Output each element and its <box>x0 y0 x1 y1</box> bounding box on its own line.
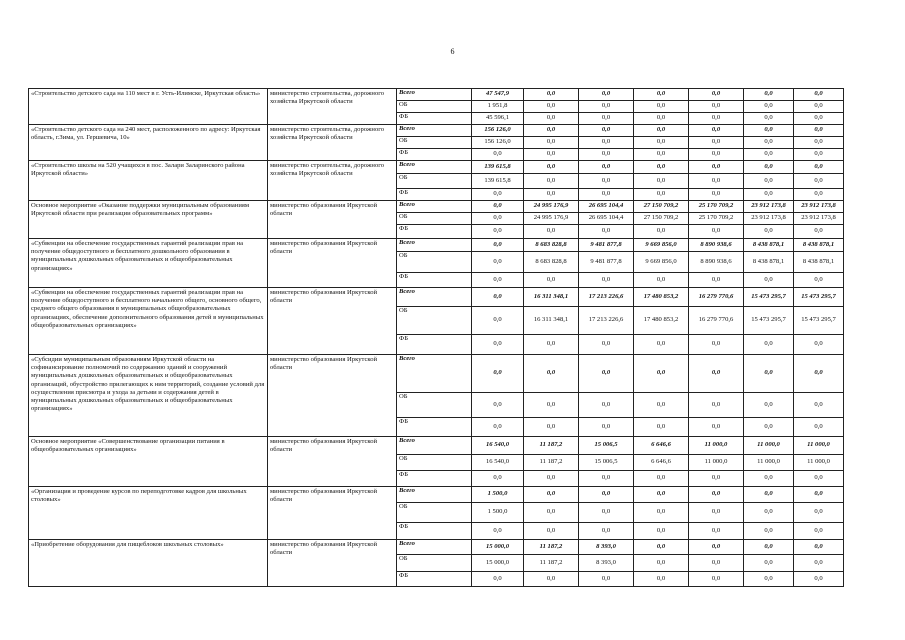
amount-cell: 8 438 878,1 <box>744 252 794 273</box>
amount-cell: 17 480 853,2 <box>634 288 689 307</box>
amount-cell: 0,0 <box>744 418 794 437</box>
amount-cell: 0,0 <box>472 239 524 252</box>
amount-cell: 0,0 <box>794 161 844 174</box>
amount-cell: 0,0 <box>794 393 844 418</box>
table-row <box>29 161 844 174</box>
amount-cell: 0,0 <box>579 503 634 523</box>
activity-name: «Субсидии муниципальным образованиям Иркутской области на софинансирование полномочий по содержанию зданий и сооружений муниципальных дошкольных образовательных и общеобразовательных организаций, обустройство прилегающих к ним территорий, создание условий для осуществления присмотра и ухода за детьми и содержания детей в муниципальных дошкольных образовательных и общеобразовательных организациях» <box>29 355 268 437</box>
amount-cell: 0,0 <box>579 137 634 149</box>
funding-source: Всего <box>397 540 472 555</box>
amount-cell: 8 438 878,1 <box>794 239 844 252</box>
funding-source: ОБ <box>397 503 472 523</box>
funding-source: Всего <box>397 161 472 174</box>
amount-cell: 11 000,0 <box>794 437 844 455</box>
amount-cell: 0,0 <box>579 335 634 355</box>
responsible-executor: министерство образования Иркутской области <box>268 201 397 239</box>
amount-cell: 0,0 <box>794 572 844 587</box>
amount-cell: 0,0 <box>794 189 844 201</box>
amount-cell: 0,0 <box>472 523 524 540</box>
amount-cell: 0,0 <box>579 273 634 288</box>
amount-cell: 0,0 <box>689 113 744 125</box>
amount-cell: 9 481 877,8 <box>579 252 634 273</box>
activity-name: «Организация и проведение курсов по переподготовке кадров для школьных столовых» <box>29 487 268 540</box>
amount-cell: 0,0 <box>634 355 689 393</box>
amount-cell: 0,0 <box>689 418 744 437</box>
amount-cell: 27 150 709,2 <box>634 201 689 213</box>
amount-cell: 0,0 <box>634 487 689 503</box>
amount-cell: 24 995 176,9 <box>524 201 579 213</box>
amount-cell: 139 615,8 <box>472 174 524 189</box>
amount-cell: 0,0 <box>744 161 794 174</box>
amount-cell: 11 187,2 <box>524 455 579 471</box>
funding-source: ОБ <box>397 393 472 418</box>
amount-cell: 0,0 <box>524 174 579 189</box>
amount-cell: 0,0 <box>524 89 579 101</box>
amount-cell: 0,0 <box>472 288 524 307</box>
amount-cell: 0,0 <box>794 101 844 113</box>
funding-source: ОБ <box>397 307 472 335</box>
amount-cell: 6 646,6 <box>634 455 689 471</box>
activity-name: «Строительство детского сада на 240 мест, расположенного по адресу: Иркутская область, г.Зима, ул. Гершевича, 10» <box>29 125 268 161</box>
table-body <box>29 89 844 587</box>
amount-cell: 0,0 <box>634 125 689 137</box>
amount-cell: 0,0 <box>472 335 524 355</box>
amount-cell: 0,0 <box>634 523 689 540</box>
amount-cell: 17 213 226,6 <box>579 288 634 307</box>
amount-cell: 0,0 <box>634 137 689 149</box>
amount-cell: 0,0 <box>472 393 524 418</box>
amount-cell: 8 683 828,8 <box>524 252 579 273</box>
amount-cell: 0,0 <box>579 572 634 587</box>
table-row <box>29 288 844 307</box>
amount-cell: 0,0 <box>794 418 844 437</box>
activity-name: «Субвенции на обеспечение государственных гарантий реализации прав на получение общедоступного и бесплатного начального общего, основного общего, среднего общего образования в муниципальных общеобразовательных организациях, обеспечение дополнительного образования детей в муниципальных общеобразовательных организациях» <box>29 288 268 355</box>
amount-cell: 0,0 <box>744 540 794 555</box>
amount-cell: 8 683 828,8 <box>524 239 579 252</box>
amount-cell: 0,0 <box>634 161 689 174</box>
amount-cell: 0,0 <box>524 273 579 288</box>
amount-cell: 0,0 <box>634 225 689 239</box>
amount-cell: 0,0 <box>689 393 744 418</box>
amount-cell: 0,0 <box>524 225 579 239</box>
amount-cell: 25 170 709,2 <box>689 213 744 225</box>
responsible-executor: министерство образования Иркутской области <box>268 540 397 587</box>
amount-cell: 25 170 709,2 <box>689 201 744 213</box>
table-row <box>29 89 844 101</box>
amount-cell: 11 000,0 <box>794 455 844 471</box>
amount-cell: 0,0 <box>689 189 744 201</box>
amount-cell: 0,0 <box>634 273 689 288</box>
funding-source: Всего <box>397 355 472 393</box>
amount-cell: 0,0 <box>634 335 689 355</box>
amount-cell: 0,0 <box>689 355 744 393</box>
amount-cell: 0,0 <box>472 273 524 288</box>
amount-cell: 0,0 <box>744 335 794 355</box>
funding-source: ФБ <box>397 572 472 587</box>
funding-source: ОБ <box>397 137 472 149</box>
amount-cell: 0,0 <box>794 471 844 487</box>
funding-source: ФБ <box>397 523 472 540</box>
table-row <box>29 540 844 555</box>
amount-cell: 0,0 <box>744 174 794 189</box>
responsible-executor: министерство строительства, дорожного хозяйства Иркутской области <box>268 125 397 161</box>
amount-cell: 9 481 877,8 <box>579 239 634 252</box>
amount-cell: 15 473 295,7 <box>794 307 844 335</box>
activity-name: «Субвенции на обеспечение государственных гарантий реализации прав на получение общедоступного и бесплатного дошкольного образования в муниципальных дошкольных образовательных и общеобразовательных организациях» <box>29 239 268 288</box>
amount-cell: 0,0 <box>524 125 579 137</box>
amount-cell: 0,0 <box>744 225 794 239</box>
amount-cell: 0,0 <box>744 487 794 503</box>
amount-cell: 0,0 <box>794 113 844 125</box>
activity-name: Основное мероприятие «Совершенствование организации питания в общеобразовательных организациях» <box>29 437 268 487</box>
amount-cell: 0,0 <box>524 101 579 113</box>
amount-cell: 0,0 <box>794 89 844 101</box>
amount-cell: 0,0 <box>689 149 744 161</box>
funding-source: ФБ <box>397 273 472 288</box>
amount-cell: 0,0 <box>689 89 744 101</box>
amount-cell: 26 695 104,4 <box>579 201 634 213</box>
amount-cell: 1 500,0 <box>472 487 524 503</box>
amount-cell: 0,0 <box>524 487 579 503</box>
amount-cell: 0,0 <box>634 572 689 587</box>
amount-cell: 0,0 <box>524 418 579 437</box>
amount-cell: 26 695 104,4 <box>579 213 634 225</box>
amount-cell: 0,0 <box>472 471 524 487</box>
amount-cell: 0,0 <box>794 523 844 540</box>
amount-cell: 0,0 <box>794 355 844 393</box>
amount-cell: 0,0 <box>524 503 579 523</box>
amount-cell: 0,0 <box>794 540 844 555</box>
activity-name: «Строительство школы на 520 учащихся в пос. Залари Заларинского района Иркутской области» <box>29 161 268 201</box>
amount-cell: 139 615,8 <box>472 161 524 174</box>
amount-cell: 15 006,5 <box>579 455 634 471</box>
amount-cell: 0,0 <box>689 273 744 288</box>
amount-cell: 0,0 <box>579 149 634 161</box>
amount-cell: 0,0 <box>689 503 744 523</box>
table-row <box>29 125 844 137</box>
amount-cell: 0,0 <box>634 418 689 437</box>
amount-cell: 0,0 <box>579 355 634 393</box>
amount-cell: 8 438 878,1 <box>744 239 794 252</box>
amount-cell: 0,0 <box>794 487 844 503</box>
amount-cell: 0,0 <box>472 572 524 587</box>
amount-cell: 15 473 295,7 <box>744 307 794 335</box>
amount-cell: 0,0 <box>744 572 794 587</box>
amount-cell: 0,0 <box>524 149 579 161</box>
funding-source: ОБ <box>397 101 472 113</box>
funding-source: ФБ <box>397 418 472 437</box>
amount-cell: 0,0 <box>524 523 579 540</box>
amount-cell: 0,0 <box>579 174 634 189</box>
funding-source: ФБ <box>397 113 472 125</box>
amount-cell: 0,0 <box>579 393 634 418</box>
amount-cell: 0,0 <box>689 101 744 113</box>
amount-cell: 0,0 <box>744 101 794 113</box>
amount-cell: 16 311 348,1 <box>524 288 579 307</box>
amount-cell: 11 000,0 <box>744 437 794 455</box>
amount-cell: 0,0 <box>472 307 524 335</box>
amount-cell: 0,0 <box>689 471 744 487</box>
amount-cell: 0,0 <box>472 189 524 201</box>
funding-source: ФБ <box>397 189 472 201</box>
amount-cell: 0,0 <box>794 503 844 523</box>
amount-cell: 0,0 <box>579 471 634 487</box>
amount-cell: 45 596,1 <box>472 113 524 125</box>
amount-cell: 0,0 <box>744 149 794 161</box>
amount-cell: 0,0 <box>744 273 794 288</box>
table-row <box>29 355 844 393</box>
funding-source: Всего <box>397 125 472 137</box>
amount-cell: 0,0 <box>689 125 744 137</box>
amount-cell: 0,0 <box>579 418 634 437</box>
amount-cell: 11 000,0 <box>689 455 744 471</box>
funding-source: Всего <box>397 239 472 252</box>
funding-source: ОБ <box>397 174 472 189</box>
funding-source: ФБ <box>397 225 472 239</box>
amount-cell: 0,0 <box>689 174 744 189</box>
responsible-executor: министерство образования Иркутской области <box>268 355 397 437</box>
amount-cell: 0,0 <box>689 523 744 540</box>
amount-cell: 23 912 173,8 <box>794 213 844 225</box>
amount-cell: 0,0 <box>689 555 744 572</box>
activity-name: Основное мероприятие «Оказание поддержки муниципальным образованиям Иркутской области при реализации образовательных программ» <box>29 201 268 239</box>
amount-cell: 8 393,0 <box>579 555 634 572</box>
amount-cell: 0,0 <box>634 555 689 572</box>
activity-name: «Приобретение оборудования для пищеблоков школьных столовых» <box>29 540 268 587</box>
amount-cell: 0,0 <box>689 540 744 555</box>
amount-cell: 0,0 <box>689 335 744 355</box>
amount-cell: 0,0 <box>524 393 579 418</box>
amount-cell: 16 311 348,1 <box>524 307 579 335</box>
funding-source: ОБ <box>397 213 472 225</box>
page-number: 6 <box>450 47 455 56</box>
budget-table <box>28 88 844 587</box>
amount-cell: 0,0 <box>524 189 579 201</box>
responsible-executor: министерство образования Иркутской области <box>268 288 397 355</box>
amount-cell: 16 279 770,6 <box>689 288 744 307</box>
table-row <box>29 239 844 252</box>
amount-cell: 15 000,0 <box>472 540 524 555</box>
funding-source: Всего <box>397 437 472 455</box>
amount-cell: 15 006,5 <box>579 437 634 455</box>
funding-source: ФБ <box>397 471 472 487</box>
amount-cell: 0,0 <box>744 471 794 487</box>
responsible-executor: министерство образования Иркутской области <box>268 487 397 540</box>
responsible-executor: министерство строительства, дорожного хозяйства Иркутской области <box>268 89 397 125</box>
funding-source: ФБ <box>397 335 472 355</box>
amount-cell: 0,0 <box>794 273 844 288</box>
amount-cell: 0,0 <box>524 137 579 149</box>
amount-cell: 0,0 <box>579 225 634 239</box>
amount-cell: 9 669 856,0 <box>634 252 689 273</box>
amount-cell: 0,0 <box>472 418 524 437</box>
responsible-executor: министерство образования Иркутской области <box>268 239 397 288</box>
amount-cell: 0,0 <box>689 137 744 149</box>
amount-cell: 0,0 <box>794 174 844 189</box>
amount-cell: 9 669 856,0 <box>634 239 689 252</box>
amount-cell: 0,0 <box>794 125 844 137</box>
table-row <box>29 487 844 503</box>
amount-cell: 11 187,2 <box>524 540 579 555</box>
amount-cell: 156 126,0 <box>472 125 524 137</box>
funding-source: Всего <box>397 201 472 213</box>
funding-source: Всего <box>397 89 472 101</box>
amount-cell: 6 646,6 <box>634 437 689 455</box>
amount-cell: 0,0 <box>689 572 744 587</box>
amount-cell: 0,0 <box>794 149 844 161</box>
amount-cell: 8 393,0 <box>579 540 634 555</box>
funding-source: Всего <box>397 487 472 503</box>
amount-cell: 0,0 <box>634 101 689 113</box>
amount-cell: 23 912 173,8 <box>794 201 844 213</box>
amount-cell: 0,0 <box>579 89 634 101</box>
amount-cell: 0,0 <box>579 161 634 174</box>
amount-cell: 0,0 <box>744 393 794 418</box>
responsible-executor: министерство строительства, дорожного хозяйства Иркутской области <box>268 161 397 201</box>
amount-cell: 0,0 <box>744 555 794 572</box>
amount-cell: 1 951,8 <box>472 101 524 113</box>
funding-source: ОБ <box>397 252 472 273</box>
amount-cell: 0,0 <box>579 113 634 125</box>
amount-cell: 0,0 <box>744 125 794 137</box>
amount-cell: 0,0 <box>744 89 794 101</box>
amount-cell: 0,0 <box>794 555 844 572</box>
amount-cell: 0,0 <box>634 174 689 189</box>
amount-cell: 17 480 853,2 <box>634 307 689 335</box>
amount-cell: 0,0 <box>744 189 794 201</box>
amount-cell: 27 150 709,2 <box>634 213 689 225</box>
amount-cell: 24 995 176,9 <box>524 213 579 225</box>
amount-cell: 0,0 <box>472 213 524 225</box>
amount-cell: 0,0 <box>579 125 634 137</box>
amount-cell: 15 473 295,7 <box>744 288 794 307</box>
table-row <box>29 201 844 213</box>
amount-cell: 47 547,9 <box>472 89 524 101</box>
amount-cell: 0,0 <box>634 113 689 125</box>
amount-cell: 0,0 <box>689 225 744 239</box>
amount-cell: 11 187,2 <box>524 437 579 455</box>
amount-cell: 0,0 <box>579 487 634 503</box>
funding-source: Всего <box>397 288 472 307</box>
amount-cell: 0,0 <box>634 393 689 418</box>
responsible-executor: министерство образования Иркутской области <box>268 437 397 487</box>
amount-cell: 0,0 <box>579 523 634 540</box>
amount-cell: 0,0 <box>744 137 794 149</box>
activity-name: «Строительство детского сада на 110 мест в г. Усть-Илимске, Иркутская область» <box>29 89 268 125</box>
amount-cell: 0,0 <box>794 225 844 239</box>
amount-cell: 17 213 226,6 <box>579 307 634 335</box>
amount-cell: 0,0 <box>634 189 689 201</box>
amount-cell: 0,0 <box>524 161 579 174</box>
amount-cell: 0,0 <box>634 503 689 523</box>
amount-cell: 0,0 <box>472 355 524 393</box>
amount-cell: 0,0 <box>524 335 579 355</box>
amount-cell: 16 540,0 <box>472 437 524 455</box>
funding-source: ОБ <box>397 555 472 572</box>
amount-cell: 0,0 <box>689 161 744 174</box>
amount-cell: 1 500,0 <box>472 503 524 523</box>
amount-cell: 15 473 295,7 <box>794 288 844 307</box>
amount-cell: 0,0 <box>744 113 794 125</box>
amount-cell: 0,0 <box>472 149 524 161</box>
amount-cell: 0,0 <box>524 355 579 393</box>
amount-cell: 23 912 173,8 <box>744 201 794 213</box>
amount-cell: 0,0 <box>524 113 579 125</box>
amount-cell: 0,0 <box>472 201 524 213</box>
amount-cell: 16 279 770,6 <box>689 307 744 335</box>
amount-cell: 0,0 <box>744 355 794 393</box>
funding-source: ФБ <box>397 149 472 161</box>
amount-cell: 0,0 <box>794 137 844 149</box>
amount-cell: 0,0 <box>472 252 524 273</box>
amount-cell: 0,0 <box>744 503 794 523</box>
amount-cell: 0,0 <box>634 471 689 487</box>
amount-cell: 156 126,0 <box>472 137 524 149</box>
amount-cell: 0,0 <box>472 225 524 239</box>
amount-cell: 8 890 938,6 <box>689 239 744 252</box>
amount-cell: 15 000,0 <box>472 555 524 572</box>
amount-cell: 16 540,0 <box>472 455 524 471</box>
amount-cell: 0,0 <box>634 89 689 101</box>
amount-cell: 0,0 <box>794 335 844 355</box>
amount-cell: 0,0 <box>579 189 634 201</box>
amount-cell: 11 000,0 <box>689 437 744 455</box>
table-row <box>29 437 844 455</box>
amount-cell: 0,0 <box>524 471 579 487</box>
amount-cell: 11 187,2 <box>524 555 579 572</box>
amount-cell: 0,0 <box>634 540 689 555</box>
amount-cell: 0,0 <box>524 572 579 587</box>
amount-cell: 0,0 <box>744 523 794 540</box>
amount-cell: 8 438 878,1 <box>794 252 844 273</box>
amount-cell: 23 912 173,8 <box>744 213 794 225</box>
amount-cell: 8 890 938,6 <box>689 252 744 273</box>
amount-cell: 11 000,0 <box>744 455 794 471</box>
funding-source: ОБ <box>397 455 472 471</box>
amount-cell: 0,0 <box>579 101 634 113</box>
amount-cell: 0,0 <box>689 487 744 503</box>
amount-cell: 0,0 <box>634 149 689 161</box>
